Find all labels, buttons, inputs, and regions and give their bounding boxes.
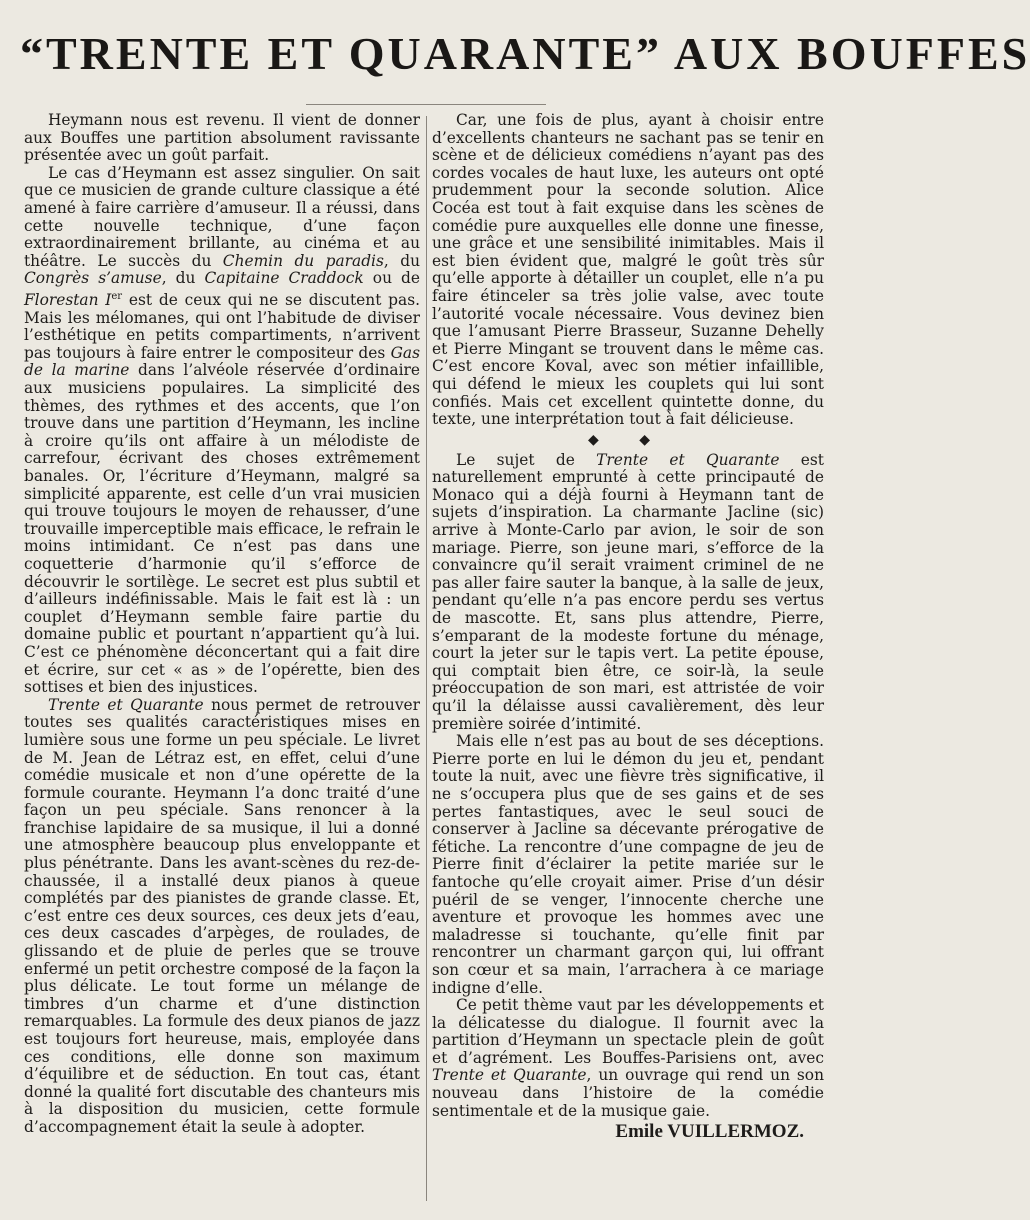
article-paragraph: Mais elle n’est pas au bout de ses déceptions. Pierre porte en lui le démon du jeu et, pendant toute la nuit, avec une fièvre très significative, il ne s’occupera plus que de ses gains et de ses pertes fantastiques, avec le seul souci de conserver à Jacline sa décevante prérogative de fétiche. La rencontre d’une compagne de jeu de Pierre finit d’éclairer la petite mariée sur le fantoche qu’elle croyait aimer. Prise d’un désir puéril de se venger, l’innocente cherche une aventure et provoque les hommes avec une maladresse si touchante, qu’elle finit par rencontrer un charmant garçon qui, lui offrant son cœur et sa main, l’arrachera à ce mariage indigne d’elle. (432, 732, 824, 997)
italic-title: Florestan I (24, 291, 112, 310)
author-signature: Emile VUILLERMOZ. (615, 1121, 804, 1143)
section-ornament: ◆ ◆ (588, 431, 668, 448)
column-rule (426, 116, 427, 1201)
article-headline: “TRENTE ET QUARANTE” AUX BOUFFES (20, 28, 1030, 79)
article-paragraph: Ce petit thème vaut par les développements et la délicatesse du dialogue. Il fournit avec la partition d’Heymann un spectacle plein de goût et d’agrément. Les Bouffes-Parisiens ont, avec Trente et Quarante, un ouvrage qui rend un son nouveau dans l’histoire de la comédie sentimentale et de la musique gaie. (432, 996, 824, 1120)
article-paragraph: Heymann nous est revenu. Il vient de donner aux Bouffes une partition absolument ravissante présentée avec un goût parfait. (24, 111, 420, 165)
right-column-bottom (432, 452, 824, 1121)
italic-title: Chemin du paradis (222, 251, 384, 270)
italic-title: Gas de la marine (24, 343, 420, 380)
headline-rule (306, 104, 546, 105)
italic-title: Capitaine Craddock (204, 269, 364, 288)
italic-title: Trente et Quarante (596, 450, 780, 469)
superscript: er (111, 290, 123, 302)
italic-title: Trente et Quarante (48, 695, 204, 714)
italic-title: Trente et Quarante (432, 1066, 587, 1085)
article-paragraph: Car, une fois de plus, ayant à choisir entre d’excellents chanteurs ne sachant pas se tenir en scène et de délicieux comédiens n’ayant pas des cordes vocales de haut luxe, les auteurs ont opté prudemment pour la seconde solution. Alice Cocéa est tout à fait exquise dans les scènes de comédie pure auxquelles elle donne une finesse, une grâce et une sensibilité inimitables. Mais il est bien évident que, malgré le goût très sûr qu’elle apporte à détailler un couplet, elle n’a pu faire étinceler sa très jolie valse, avec toute l’autorité vocale nécessaire. Vous devinez bien que l’amusant Pierre Brasseur, Suzanne Dehelly et Pierre Mingant se trouvent dans le même cas. C’est encore Koval, avec son métier infaillible, qui défend le mieux les couplets qui lui sont confiés. Mais cet excellent quintette donne, du texte, une interprétation tout à fait délicieuse. (432, 111, 824, 429)
article-column-left (24, 112, 420, 1137)
article-paragraph: Le cas d’Heymann est assez singulier. On sait que ce musicien de grande culture classique a été amené à faire carrière d’amuseur. Il a réussi, dans cette nouvelle technique, d’une façon extraordinairement brillante, au cinéma et au théâtre. Le succès du Chemin du paradis, du Congrès s’amuse, du Capitaine Craddock ou de Florestan Ier est de ceux qui ne se discutent pas. Mais les mélomanes, qui ont l’habitude de diviser l’esthétique en petits compartiments, n’arrivent pas toujours à faire entrer le compositeur des Gas de la marine dans l’alvéole réservée d’ordinaire aux musiciens populaires. La simplicité des thèmes, des rythmes et des accents, que l’on trouve dans une partition d’Heymann, les incline à croire qu’ils ont affaire à un mélodiste de carrefour, écrivant des choses extrêmement banales. Or, l’écriture d’Heymann, malgré sa simplicité apparente, est celle d’un vrai musicien qui trouve toujours le moyen de rehausser, d’une trouvaille imperceptible mais efficace, le refrain le moins intimidant. Ce n’est pas dans une coquetterie d’harmonie qu’il s’efforce de découvrir le sortilège. Le secret est plus subtil et d’ailleurs indéfinissable. Mais le fait est là : un couplet d’Heymann semble faire partie du domaine public et pourtant n’appartient qu’à lui. C’est ce phénomène déconcertant qui a fait dire et écrire, sur cet « as » de l’opérette, bien des sottises et bien des injustices. (24, 163, 421, 697)
right-column-top (432, 112, 824, 429)
article-paragraph: Le sujet de Trente et Quarante est naturellement emprunté à cette principauté de Monaco qui a déjà fourni à Heymann tant de sujets d’inspiration. La charmante Jacline (sic) arrive à Monte-Carlo par avion, le soir de son mariage. Pierre, son jeune mari, s’efforce de la convaincre qu’il serait vraiment criminel de ne pas aller faire sauter la banque, à la salle de jeux, pendant qu’elle n’a pas encore perdu ses vertus de mascotte. Et, sans plus attendre, Pierre, s’emparant de la modeste fortune du ménage, court la jeter sur le tapis vert. La petite épouse, qui comptait bien être, ce soir-là, la seule préoccupation de son mari, est attristée de voir qu’il la délaisse aussi cavalièrement, dès leur première soirée d’intimité. (432, 450, 824, 733)
article-paragraph: Trente et Quarante nous permet de retrouver toutes ses qualités caractéristiques mises en lumière sous une forme un peu spéciale. Le livret de M. Jean de Létraz est, en effet, celui d’une comédie musicale et non d’une opérette de la formule courante. Heymann l’a donc traité d’une façon un peu spéciale. Sans renoncer à la franchise lapidaire de sa musique, il lui a donné une atmosphère beaucoup plus enveloppante et plus pénétrante. Dans les avant-scènes du rez-de-chaussée, il a installé deux pianos à queue complétés par des pianistes de grande classe. Et, c’est entre ces deux sources, ces deux jets d’eau, ces deux cascades d’arpèges, de roulades, de glissando et de pluie de perles que se trouve enfermé un petit orchestre composé de la façon la plus délicate. Le tout forme un mélange de timbres d’un charme et d’une distinction remarquables. La formule des deux pianos de jazz est toujours fort heureuse, mais, employée dans ces conditions, elle donne son maximum d’équilibre et de séduction. En tout cas, étant donné la qualité fort discutable des chanteurs mis à la disposition du musicien, cette formule d’accompagnement était la seule à adopter. (24, 695, 420, 1136)
italic-title: Congrès s’amuse (24, 269, 162, 288)
article-column-right (432, 112, 824, 1144)
